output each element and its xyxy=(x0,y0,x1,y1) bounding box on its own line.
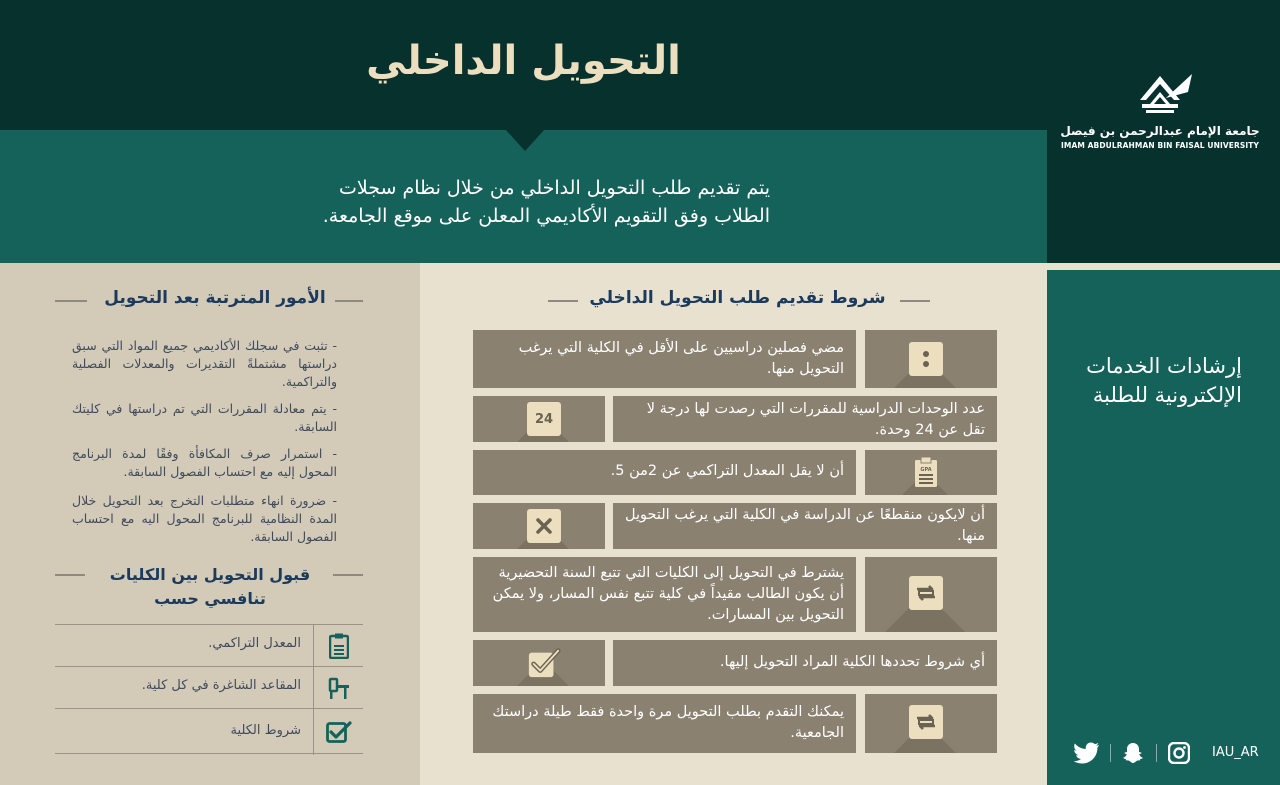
condition-text: يشترط في التحويل إلى الكليات التي تتبع السنة التحضيرية أن يكون الطالب مقيداً في كلية تتبع نفس المسار، ولا يمكن التحويل بين المسارات. xyxy=(492,565,844,623)
criteria-label: المقاعد الشاغرة في كل كلية. xyxy=(141,678,301,693)
after-transfer-item: - استمرار صرف المكافأة وفقًا لمدة البرنامج المحول إليه مع احتساب الفصول السابقة. xyxy=(72,446,337,479)
brand-name-arabic: جامعة الإمام عبدالرحمن بن فيصل xyxy=(1060,124,1260,138)
condition-icon-box xyxy=(865,450,997,495)
checkmark-icon xyxy=(527,646,561,680)
after-transfer-title: الأمور المترتبة بعد التحويل xyxy=(104,288,326,308)
eservices-line-2: الإلكترونية للطلبة xyxy=(1092,383,1242,407)
condition-text-box xyxy=(613,503,997,549)
checkbox-icon xyxy=(313,709,363,755)
number-24-icon: 24 xyxy=(527,402,561,436)
eservices-line-1: إرشادات الخدمات xyxy=(1086,354,1242,378)
gpa-badge-text: GPA xyxy=(920,467,932,473)
condition-text-box xyxy=(473,694,856,753)
eservices-heading xyxy=(1062,352,1242,410)
social-handle[interactable]: IAU_AR xyxy=(1212,745,1259,760)
title-dash xyxy=(333,574,363,576)
criteria-row xyxy=(55,624,363,665)
acceptance-title xyxy=(95,563,325,611)
side-panel xyxy=(1047,270,1280,785)
condition-icon-box xyxy=(473,503,605,549)
after-transfer-item: - يتم معادلة المقررات التي تم دراستها في كليتك السابقة. xyxy=(72,401,337,434)
page-title: التحويل الداخلي xyxy=(366,38,681,84)
condition-text-box xyxy=(473,450,856,495)
condition-icon-box xyxy=(865,694,997,753)
condition-text-box xyxy=(473,330,856,388)
condition-icon-box xyxy=(473,396,605,442)
criteria-row xyxy=(55,708,363,754)
conditions-title: شروط تقديم طلب التحويل الداخلي xyxy=(589,288,886,308)
condition-text: أي شروط تحددها الكلية المراد التحويل إليها. xyxy=(719,654,985,670)
title-dash xyxy=(55,574,85,576)
condition-icon-box xyxy=(865,330,997,388)
intro-line-1: يتم تقديم طلب التحويل الداخلي من خلال نظام سجلات xyxy=(339,177,770,199)
university-logo-icon xyxy=(1136,70,1196,122)
title-dash xyxy=(55,300,87,302)
brand-name-english: IMAM ABDULRAHMAN BIN FAISAL UNIVERSITY xyxy=(1060,141,1259,150)
instagram-icon[interactable] xyxy=(1162,738,1196,768)
snapchat-icon[interactable] xyxy=(1116,738,1150,768)
condition-text: أن لايكون منقطعًا عن الدراسة في الكلية التي يرغب التحويل منها. xyxy=(625,507,985,544)
criteria-label: المعدل التراكمي. xyxy=(208,636,301,651)
title-dash xyxy=(548,300,578,302)
header-notch xyxy=(505,129,545,151)
condition-text-box xyxy=(613,396,997,442)
condition-text-box xyxy=(613,640,997,686)
condition-text: عدد الوحدات الدراسية للمقررات التي رصدت لها درجة لا تقل عن 24 وحدة. xyxy=(646,401,985,438)
acceptance-title-line-2: تنافسي حسب xyxy=(154,589,266,608)
gpa-clipboard-icon xyxy=(909,455,943,489)
after-transfer-item: - تثبت في سجلك الأكاديمي جميع المواد التي سبق دراستها مشتملةً التقديرات والمعدلات الفصلية والتراكمية. xyxy=(72,338,337,389)
condition-text: مضي فصلين دراسيين على الأقل في الكلية التي يرغب التحويل منها. xyxy=(518,340,844,377)
after-transfer-item: - ضرورة انهاء متطلبات التخرج بعد التحويل خلال المدة النظامية للبرنامج المحول اليه مع احتساب الفصول السابقة. xyxy=(72,493,337,544)
condition-text: يمكنك التقدم بطلب التحويل مرة واحدة فقط طيلة دراستك الجامعية. xyxy=(492,704,844,741)
panel-divider xyxy=(1047,263,1280,270)
arrows-swap-icon xyxy=(909,576,943,610)
condition-text: أن لا يقل المعدل التراكمي عن 2من 5. xyxy=(610,463,844,479)
x-mark-icon xyxy=(527,509,561,543)
title-dash xyxy=(900,300,930,302)
condition-icon-box xyxy=(865,557,997,632)
social-separator xyxy=(1110,744,1111,762)
school-desk-icon xyxy=(313,667,363,708)
acceptance-title-line-1: قبول التحويل بين الكليات xyxy=(109,565,311,584)
title-dash xyxy=(335,300,363,302)
twitter-icon[interactable] xyxy=(1070,738,1104,768)
intro-text xyxy=(270,174,770,230)
criteria-row xyxy=(55,666,363,707)
social-separator xyxy=(1156,744,1157,762)
gpa-clipboard-icon xyxy=(313,625,363,666)
colon-icon xyxy=(909,342,943,376)
condition-text-box xyxy=(473,557,856,632)
condition-icon-box xyxy=(473,640,605,686)
intro-line-2: الطلاب وفق التقويم الأكاديمي المعلن على موقع الجامعة. xyxy=(322,205,770,227)
arrows-swap-icon xyxy=(909,705,943,739)
criteria-label: شروط الكلية xyxy=(230,723,301,738)
